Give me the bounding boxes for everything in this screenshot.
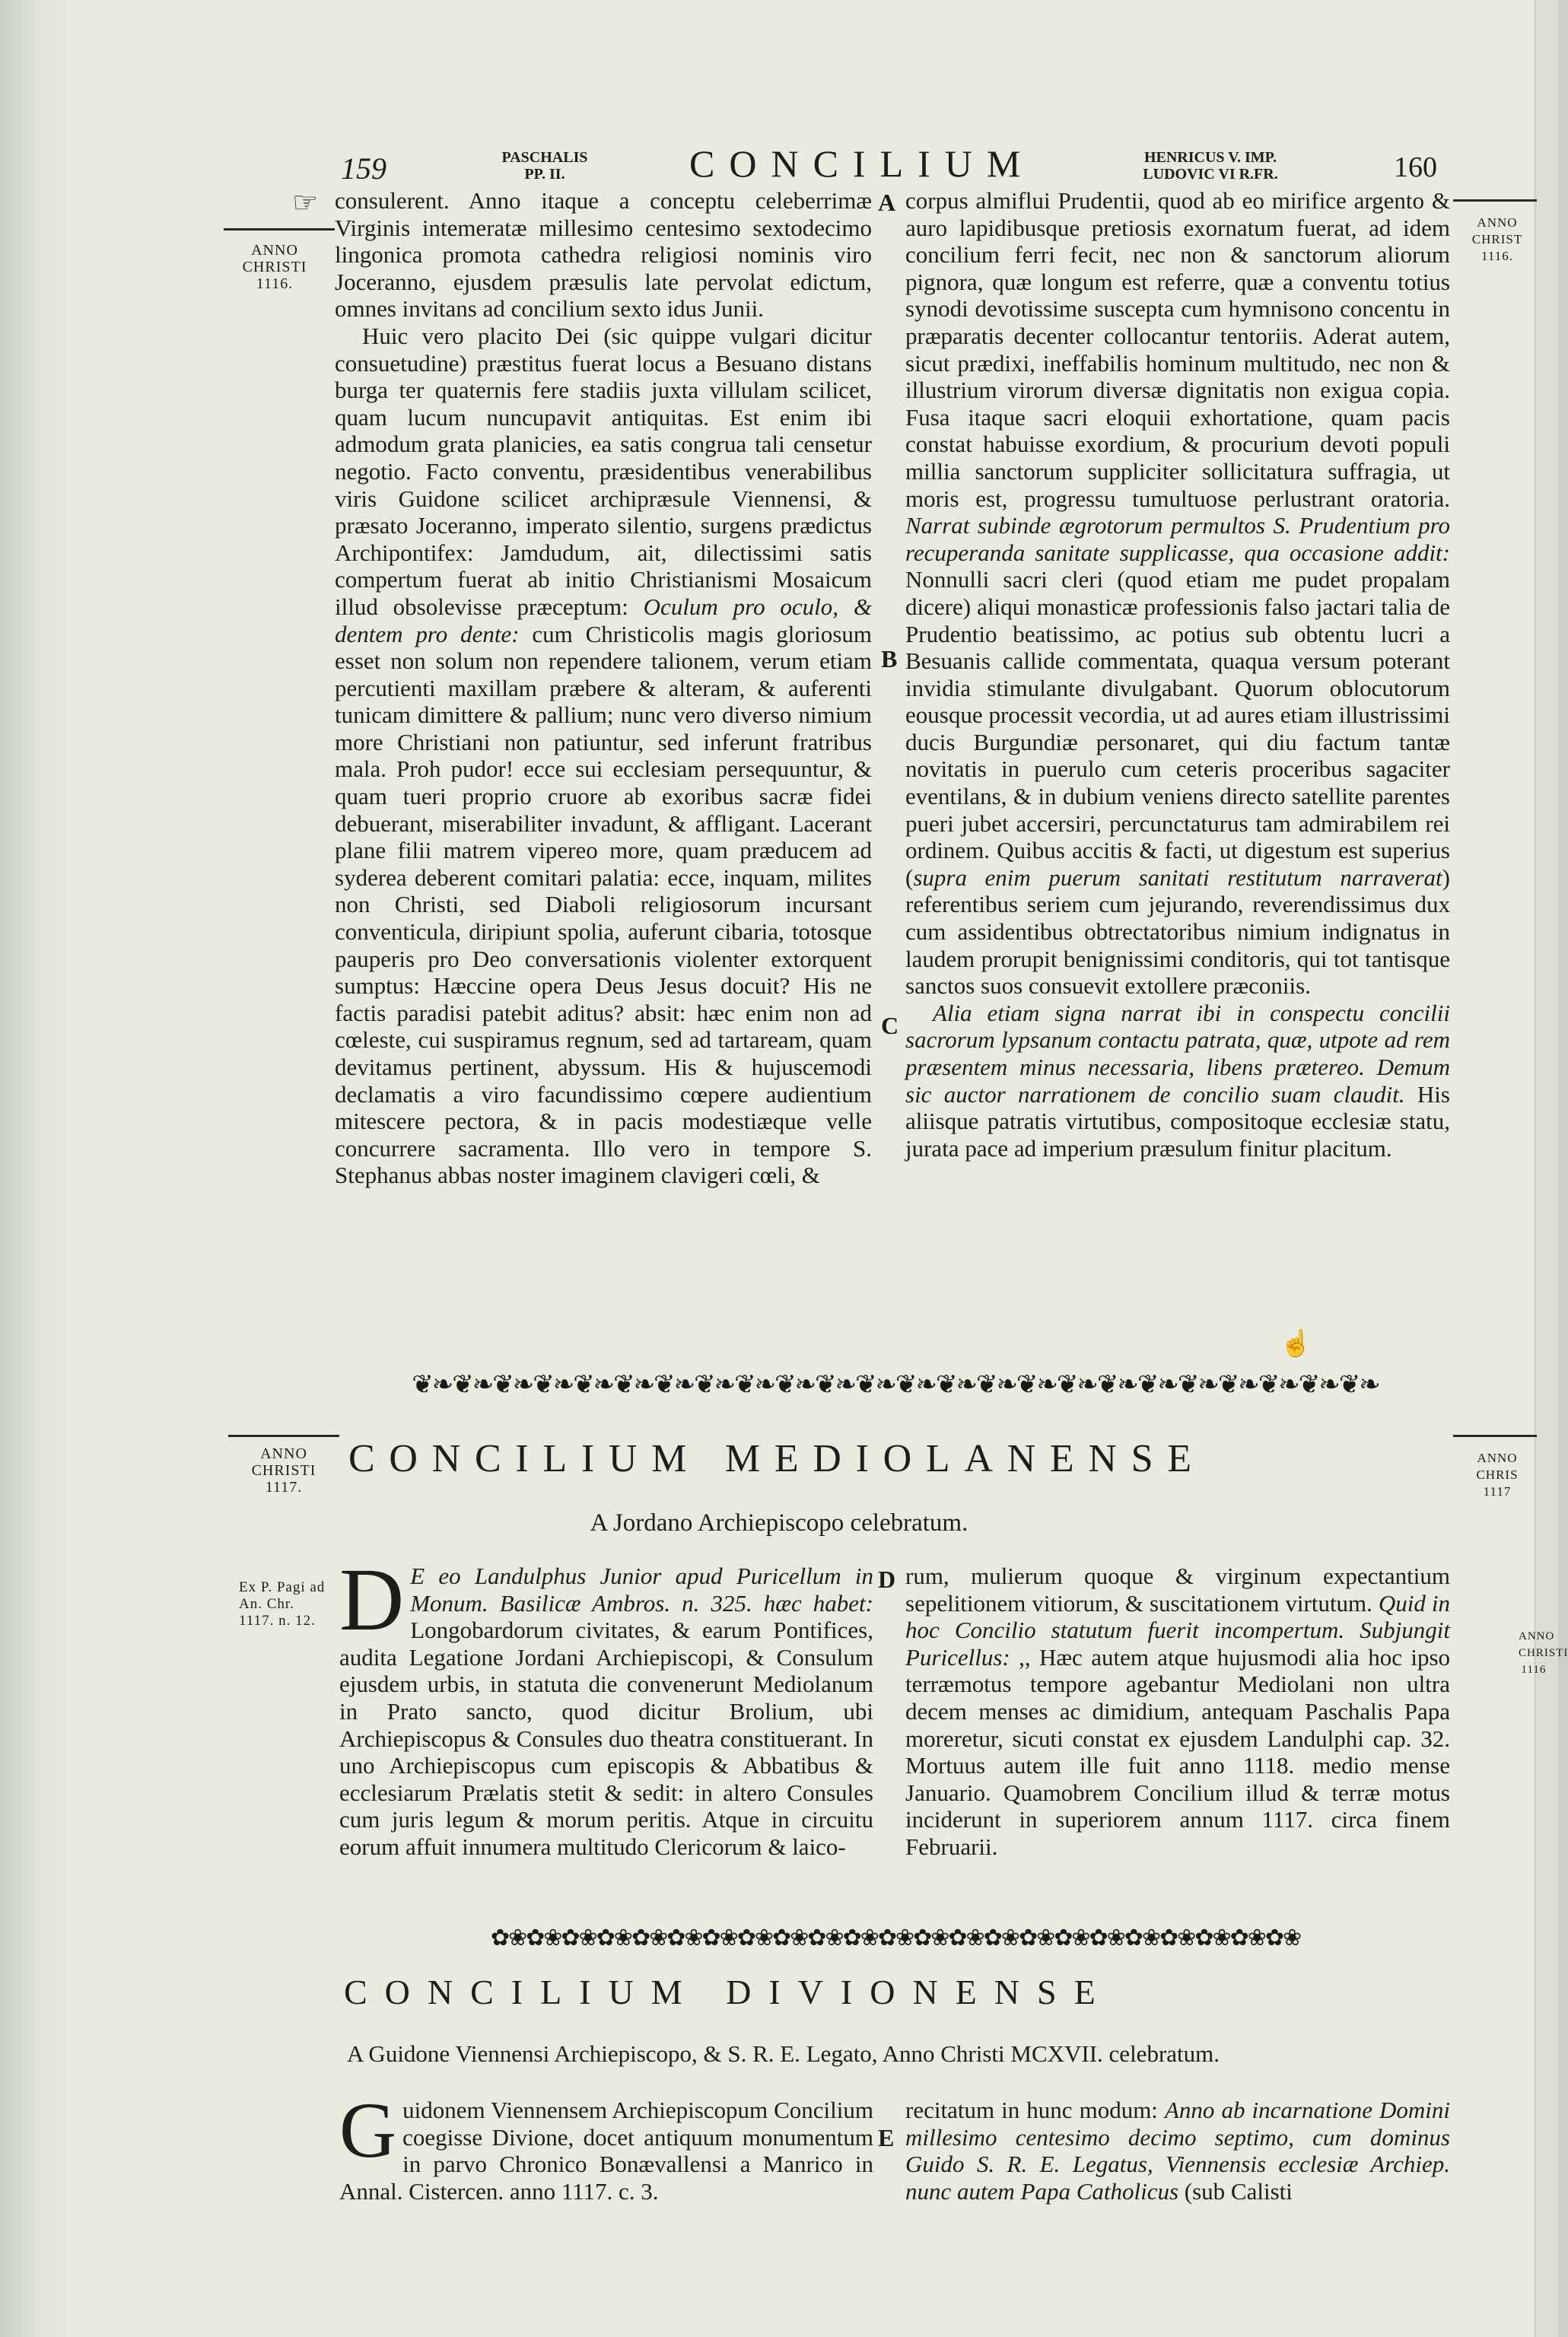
column-right-top [905, 187, 1450, 1348]
italic-oculum: Oculum pro oculo, & dentem pro dente: [335, 593, 872, 647]
paragraph-continued: cum Christicolis magis gloriosum esset non solum non rependere talionem, verum etiam percutienti maxillam præbere & alteram, & auferenti tunicam dimittere & pallium; nunc vero diverso nimium more Christiani non patiuntur, sed inferunt fratribus mala. Proh pudor! ecce sui ecclesiam persequuntur, & quam tueri proprio cruore ab exoribus sacræ fidei debuerant, miserabiliter invadunt, & affligant. Lacerant plane filii matrem vipereo more, quam præducem ad syderea deberent comitari palatia: ecce, inquam, milites non Christi, sed Diaboli religiosorum incursant conventicula, diripiunt spolia, auferunt cibaria, totosque pauperis pro Deo conversationis violenter extorquent sumptus: Hæccine opera Deus Jesus docuit? His ne factis paradisi patebit aditus? absit: hæc enim non ad cœleste, cui suspiramus regnum, sed ad tartaream, quam devitamus pertinent, abyssum. His & hujuscemodi declamatis a viro facundissimo cœpere audientium mitescere pectora, & in pacis modestiæque velle concurrere sacramenta. Illo vero in tempore S. Stephanus abbas noster imaginem clavigeri cœli, & [335, 620, 873, 1189]
book-binding-shadow [0, 0, 70, 2337]
paragraph-recitatum: recitatum in hunc modum: [905, 2097, 1158, 2123]
italic-narrat: Narrat subinde ægrotorum permultos S. Prudentium pro recuperanda sanitate supplicasse, qua occasione addit: [905, 512, 1450, 566]
section-letter-d: D [878, 1566, 896, 1593]
running-head-left-line2: PP. II. [524, 166, 565, 183]
paragraph-rum: rum, mulierum quoque & virginum expectantium sepelitionem vitiorum, & suscitationem virtutum. [905, 1563, 1450, 1617]
margin-note-right-1116: ANNO CHRIST 1116. [1471, 215, 1523, 263]
margin-rule-1 [224, 228, 335, 231]
page-number-right: 160 [1394, 151, 1437, 183]
paragraph-consulerent: consulerent. Anno itaque a conceptu celeberrimæ Virginis intemeratæ millesimo centesimo sextodecimo lingonica promota cathedra religiosi nominis viro Joceranno, ejusdem præsulis late pervolat edictum, omnes invitans ad concilium sexto idus Junii. [335, 187, 872, 323]
paragraph-corpus: corpus almiflui Prudentii, quod ab eo mirifice argento & auro lapidibusque pretiosis exornatum fuerat, ad idem concilium ferri fecit, nec non & sanctorum aliorum pignora, quæ longum est referre, quæ a conventu totius synodi devotissime suscepta cum hymnisono concentu in præparatis decenter collocantur tentoriis. Aderat autem, sicut prædixi, ineffabilis hominum multitudo, nec non & illustrium virorum diversæ dignitatis non exigua copia. Fusa itaque sacri eloquii exhortatione, quam pacis constat habuisse exordium, & procurium devoti populi millia sanctorum suppliciter sollicitatura suffragia, ut moris est, progressu tumultuose perlustrant oratoria. [905, 187, 1450, 512]
paragraph-sub-calisti: (sub Calisti [1184, 2177, 1293, 2205]
running-head-right-line2: LUDOVIC VI R.FR. [1143, 166, 1278, 183]
paragraph-referentibus: ) referentibus seriem cum jejurando, reverendissimus dux cum assidentibus obtrectatoribus nimium indignatus in laudem prorupit benignissimi conditoris, qui tot tantisque sanctos suos consuevit extollere præconiis. [905, 863, 1450, 1000]
italic-anno-ab: Anno ab incarnatione Domini millesimo centesimo decimo septimo, cum dominus Guido S. R. E. Legatus, Viennensis ecclesiæ Archiep. nunc autem Papa Catholicus [905, 2097, 1451, 2205]
margin-rule-2 [228, 1435, 339, 1437]
paragraph-his-aliisque: His aliisque patratis virtutibus, compositoque ecclesiæ statu, jurata pace ad imperium præsulum finitur placitum. [905, 1080, 1450, 1162]
italic-supra: supra enim puerum sanitati restitutum narraverat [913, 863, 1442, 891]
column-right-mediolanense [905, 1563, 1450, 1943]
margin-note-anno-1116: ANNO CHRISTI 1116. [242, 242, 307, 292]
italic-alia: Alia etiam signa narrat ibi in conspectu concilii sacrorum lypsanum contactu patrata, quæ, utpote ad rem præsentem minus necessaria, libens prætereo. Demum sic auctor narrationem de concilio suam claudit. [905, 999, 1450, 1108]
margin-note-anno-1117: ANNO CHRISTI 1117. [251, 1445, 316, 1496]
dropcap-d: D [339, 1550, 405, 1649]
paragraph-huic-vero: Huic vero placito Dei (sic quippe vulgari dicitur consuetudine) præstitus fuerat locus a Besuano distans burga ter quaternis fere stadiis juxta villulam scilicet, quam lucum nuncupavit antiquitas. Est enim ibi admodum grata planicies, ea satis congrua tali censetur negotio. Facto conventu, præsidentibus venerabilibus viris Guidone scilicet archipræsule Viennensi, & præsato Joceranno, imperato silentio, surgens prædictus Archipontifex: Jamdudum, ait, dilectissimi satis compertum fuerat ab initio Christianismi Mosaicum illud obsolevisse præceptum: [335, 322, 872, 620]
running-head-left-line1: PASCHALIS [501, 149, 588, 166]
margin-rule-right-2 [1453, 1435, 1537, 1437]
margin-rule-right-1 [1453, 199, 1537, 202]
running-head-right [1115, 149, 1306, 183]
dropcap-g: G [339, 2087, 397, 2174]
paragraph-longobardorum: Longobardorum civitates, & earum Pontifices, audita Legatione Jordani Archiepiscopi, & Consulum ejusdem urbis, in statuta die convenerunt Mediolanum in Prato sancto, quod dicitur Brolium, ubi Archiepiscopus & Consules duo theatra constituerant. In uno Archiepiscopus cum episcopis & Abbatibus & ecclesiarum Prælatis stetit & sedit: in altero Consules cum juris legum & morum peritis. Atque in circuitu eorum affuit innumera multitudo Clericorum & laico- [339, 1617, 873, 1860]
column-right-divionense [905, 2097, 1450, 2325]
column-left-top [335, 187, 872, 1348]
section-title-mediolanense: CONCILIUM MEDIOLANENSE [348, 1437, 1206, 1480]
margin-note-right-anno: ANNO CHRISTI 1116 [1519, 1630, 1568, 1676]
hand-mark-icon: ☝ [1280, 1330, 1312, 1358]
running-head-left [499, 149, 590, 183]
italic-quid: Quid in hoc Concilio statutum fuerit incompertum. Subjungit Puricellus: [905, 1589, 1451, 1671]
section-letter-b: B [881, 645, 898, 672]
ornament-band-top: ❦❧❦❧❦❧❦❧❦❧❦❧❦❧❦❧❦❧❦❧❦❧❦❧❦❧❦❧❦❧❦❧❦❧❦❧❦❧❦❧❦❧❦❧❦❧❦❧ [412, 1371, 1379, 1399]
column-left-divionense [339, 2087, 873, 2325]
paragraph-nonnulli: Nonnulli sacri cleri (quod etiam me pudet propalam dicere) aliqui monasticæ professionis falso jactari talia de Prudentio beatissimo, ac potius sub obtentu lucri a Besuanis callide commentata, quaqua versum poterant invidia stimulante divulgabant. Quorum oblocutorum eousque processit vecordia, ut ad aures etiam illustrissimi ducis Burgundiæ personaret, qui diu factum tantæ novitatis in puerulo cum ceteris proceribus sagaciter eventilans, & in dubium veniens directo satellite parentes pueri jubet accersiri, percunctaturus tam admirabilem rei ordinem. Quibus accitis & facti, ut digestum est superius ( [905, 566, 1450, 891]
pointing-hand-icon: ☞ [292, 187, 319, 219]
italic-de-eo: E eo Landulphus Junior apud Puricellum in Monum. Basilicæ Ambros. n. 325. hæc habet: [410, 1563, 873, 1617]
running-head-right-line1: HENRICUS V. IMP. [1143, 149, 1277, 166]
paragraph-haec-autem: ,, Hæc autem atque hujusmodi alia hoc ipso terræmotus tempore agebantur Mediolani non ultra decem menses ac dimidium, antequam Paschalis Papa moreretur, sicuti constat ex ejusdem Landulphi cap. 32. Mortuus autem ille fuit anno 1118. medio mense Januario. Quamobrem Concilium illud & terræ motus inciderunt in superiorem annum 1117. circa finem Februarii. [905, 1643, 1451, 1860]
section-letter-c: C [881, 1012, 899, 1039]
section-title-divionense: CONCILIUM DIVIONENSE [344, 1973, 1113, 2011]
ornament-band-bottom: ✿❀✿❀✿❀✿❀✿❀✿❀✿❀✿❀✿❀✿❀✿❀✿❀✿❀✿❀✿❀✿❀✿❀✿❀✿❀✿❀✿❀✿❀✿❀ [490, 1925, 1301, 1951]
subtitle-divionense: A Guidone Viennensi Archiepiscopo, & S. R. E. Legato, Anno Christi MCXVII. celebratum. [347, 2040, 1220, 2067]
section-letter-a: A [878, 189, 896, 216]
page-title: CONCILIUM [689, 142, 1035, 185]
subtitle-mediolanense: A Jordano Archiepiscopo celebratum. [590, 1509, 968, 1537]
section-letter-e: E [878, 2124, 895, 2151]
margin-note-right-1117: ANNO CHRIS 1117 [1476, 1451, 1519, 1499]
page-number-left: 159 [341, 151, 386, 186]
column-left-mediolanense [339, 1550, 873, 1943]
paragraph-guidonem: uidonem Viennensem Archiepiscopum Concilium coegisse Divione, docet antiquum monumentum in parvo Chronico Bonævallensi a Manrico in Annal. Cistercen. anno 1117. c. 3. [339, 2097, 873, 2205]
adjacent-page-edge [1535, 0, 1558, 2337]
margin-source-pagi: Ex P. Pagi ad An. Chr. 1117. n. 12. [239, 1579, 326, 1629]
